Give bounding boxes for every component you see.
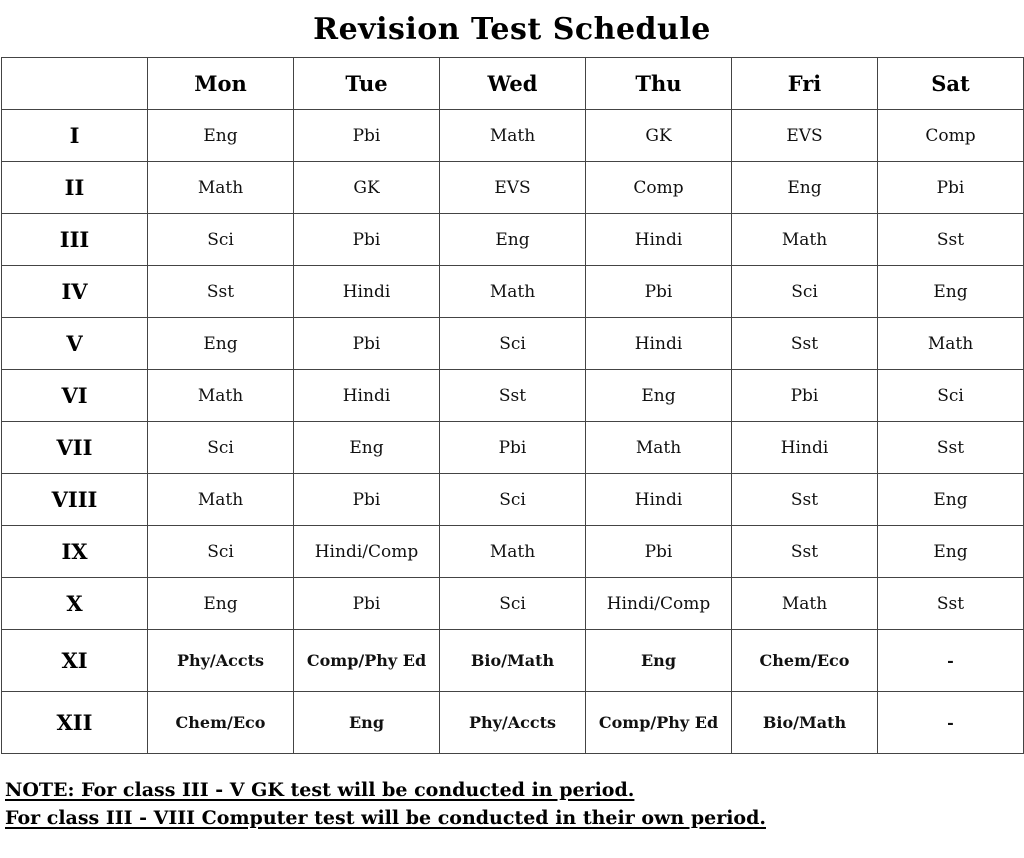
notes-section: [5, 776, 766, 832]
subject-cell: Pbi: [294, 578, 440, 630]
subject-cell: Phy/Accts: [440, 692, 586, 754]
subject-cell: -: [878, 692, 1024, 754]
subject-cell: Sci: [440, 474, 586, 526]
page-title: Revision Test Schedule: [313, 12, 711, 47]
subject-cell: Chem/Eco: [732, 630, 878, 692]
subject-cell: Eng: [148, 110, 294, 162]
subject-cell: Math: [732, 214, 878, 266]
subject-cell: Math: [878, 318, 1024, 370]
subject-cell: Math: [148, 162, 294, 214]
subject-cell: Pbi: [294, 214, 440, 266]
subject-cell: Sci: [148, 422, 294, 474]
class-label: III: [2, 214, 148, 266]
day-header-mon: Mon: [148, 58, 294, 110]
subject-cell: Eng: [148, 318, 294, 370]
subject-cell: Comp: [586, 162, 732, 214]
subject-cell: Math: [440, 266, 586, 318]
subject-cell: Math: [148, 370, 294, 422]
subject-cell: EVS: [732, 110, 878, 162]
class-label: VII: [2, 422, 148, 474]
day-header-thu: Thu: [586, 58, 732, 110]
subject-cell: Hindi: [586, 214, 732, 266]
subject-cell: Sst: [148, 266, 294, 318]
subject-cell: Eng: [586, 630, 732, 692]
subject-cell: Eng: [878, 474, 1024, 526]
day-header-fri: Fri: [732, 58, 878, 110]
subject-cell: Sci: [732, 266, 878, 318]
note-line-1: NOTE: For class III - V GK test will be conducted in period.: [5, 779, 635, 801]
subject-cell: Sst: [878, 422, 1024, 474]
subject-cell: Phy/Accts: [148, 630, 294, 692]
subject-cell: Math: [732, 578, 878, 630]
subject-cell: Eng: [294, 422, 440, 474]
subject-cell: Math: [440, 110, 586, 162]
table-row: [2, 162, 1024, 214]
subject-cell: Pbi: [878, 162, 1024, 214]
subject-cell: GK: [586, 110, 732, 162]
subject-cell: Hindi: [586, 474, 732, 526]
table-row: [2, 578, 1024, 630]
table-row: [2, 422, 1024, 474]
table-row: [2, 110, 1024, 162]
subject-cell: Pbi: [732, 370, 878, 422]
subject-cell: Hindi/Comp: [294, 526, 440, 578]
subject-cell: Hindi/Comp: [586, 578, 732, 630]
subject-cell: Sci: [440, 318, 586, 370]
class-label: IX: [2, 526, 148, 578]
subject-cell: Math: [148, 474, 294, 526]
subject-cell: Pbi: [294, 474, 440, 526]
subject-cell: Hindi: [732, 422, 878, 474]
subject-cell: Pbi: [586, 266, 732, 318]
subject-cell: Eng: [440, 214, 586, 266]
subject-cell: Bio/Math: [732, 692, 878, 754]
subject-cell: Sst: [440, 370, 586, 422]
table-row: [2, 474, 1024, 526]
class-label: XI: [2, 630, 148, 692]
class-label: IV: [2, 266, 148, 318]
schedule-table: [1, 57, 1024, 754]
table-row: [2, 318, 1024, 370]
corner-header: [2, 58, 148, 110]
table-row: [2, 692, 1024, 754]
table-row: [2, 526, 1024, 578]
subject-cell: Hindi: [294, 266, 440, 318]
subject-cell: Hindi: [294, 370, 440, 422]
subject-cell: EVS: [440, 162, 586, 214]
class-label: V: [2, 318, 148, 370]
subject-cell: Eng: [732, 162, 878, 214]
note-line-2: For class III - VIII Computer test will be conducted in their own period.: [5, 807, 766, 829]
subject-cell: Comp/Phy Ed: [294, 630, 440, 692]
subject-cell: Eng: [294, 692, 440, 754]
class-label: X: [2, 578, 148, 630]
subject-cell: Sci: [148, 214, 294, 266]
class-label: XII: [2, 692, 148, 754]
subject-cell: Comp/Phy Ed: [586, 692, 732, 754]
class-label: VI: [2, 370, 148, 422]
subject-cell: Sst: [878, 578, 1024, 630]
table-row: [2, 266, 1024, 318]
day-header-sat: Sat: [878, 58, 1024, 110]
table-row: [2, 370, 1024, 422]
subject-cell: GK: [294, 162, 440, 214]
class-label: I: [2, 110, 148, 162]
subject-cell: Pbi: [440, 422, 586, 474]
day-header-wed: Wed: [440, 58, 586, 110]
subject-cell: Pbi: [294, 110, 440, 162]
subject-cell: Sci: [878, 370, 1024, 422]
subject-cell: Sst: [878, 214, 1024, 266]
subject-cell: Sst: [732, 318, 878, 370]
day-header-tue: Tue: [294, 58, 440, 110]
subject-cell: Eng: [878, 266, 1024, 318]
header-row: [2, 58, 1024, 110]
table-row: [2, 630, 1024, 692]
subject-cell: Eng: [878, 526, 1024, 578]
subject-cell: Eng: [586, 370, 732, 422]
class-label: II: [2, 162, 148, 214]
subject-cell: Eng: [148, 578, 294, 630]
class-label: VIII: [2, 474, 148, 526]
subject-cell: Pbi: [294, 318, 440, 370]
subject-cell: Sci: [440, 578, 586, 630]
subject-cell: Math: [440, 526, 586, 578]
subject-cell: Sst: [732, 526, 878, 578]
subject-cell: Math: [586, 422, 732, 474]
subject-cell: -: [878, 630, 1024, 692]
subject-cell: Comp: [878, 110, 1024, 162]
table-row: [2, 214, 1024, 266]
subject-cell: Pbi: [586, 526, 732, 578]
subject-cell: Hindi: [586, 318, 732, 370]
subject-cell: Bio/Math: [440, 630, 586, 692]
subject-cell: Sci: [148, 526, 294, 578]
subject-cell: Sst: [732, 474, 878, 526]
subject-cell: Chem/Eco: [148, 692, 294, 754]
